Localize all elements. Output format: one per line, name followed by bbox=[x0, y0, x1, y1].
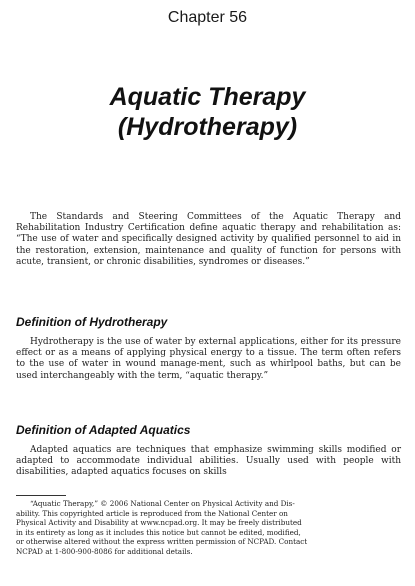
footnote-line: ability. This copyrighted article is reproduced from the National Center on bbox=[16, 508, 288, 518]
section-heading-adapted-aquatics: Definition of Adapted Aquatics bbox=[16, 423, 191, 437]
chapter-title-line-1: Aquatic Therapy bbox=[109, 83, 306, 111]
chapter-title bbox=[0, 82, 415, 142]
footnote-line: in its entirety as long as it includes this notice but cannot be edited, modified, bbox=[16, 527, 301, 537]
footnote-divider bbox=[16, 495, 66, 496]
section-paragraph-adapted-aquatics: Adapted aquatics are techniques that emphasize swimming skills modified or adapted to accommodate individual abilities. Usually used with people with disabilities, adapted aquatics focuses on skills bbox=[16, 445, 401, 478]
footnote-line: NCPAD at 1-800-900-8086 for additional details. bbox=[16, 546, 193, 556]
footnote-line: Physical Activity and Disability at www.ncpad.org. It may be freely distributed bbox=[16, 518, 302, 527]
intro-paragraph: The Standards and Steering Committees of the Aquatic Therapy and Rehabilitation Industry Certification define aquatic therapy and rehabilitation as: “The use of water and specifically designed activity by qualified personnel to aid in the restoration, extension, maintenance and quality of function for persons with acute, transient, or chronic disabilities, syndromes or diseases.” bbox=[16, 212, 401, 267]
footnote-line: or otherwise altered without the express written permission of NCPAD. Contact bbox=[16, 537, 308, 546]
footnote-line: “Aquatic Therapy,” © 2006 National Center on Physical Activity and Dis- bbox=[30, 499, 295, 508]
section-paragraph-hydrotherapy: Hydrotherapy is the use of water by external applications, either for its pressure effect or as a means of applying physical energy to a tissue. The term often refers to the use of water in wound manage-ment, such as whirlpool baths, but can be used interchangeably with the term, “aquatic therapy.” bbox=[16, 337, 401, 381]
section-heading-hydrotherapy: Definition of Hydrotherapy bbox=[16, 315, 168, 329]
chapter-label: Chapter 56 bbox=[167, 9, 248, 26]
footnote bbox=[16, 499, 401, 556]
chapter-title-line-2: (Hydrotherapy) bbox=[117, 113, 298, 141]
